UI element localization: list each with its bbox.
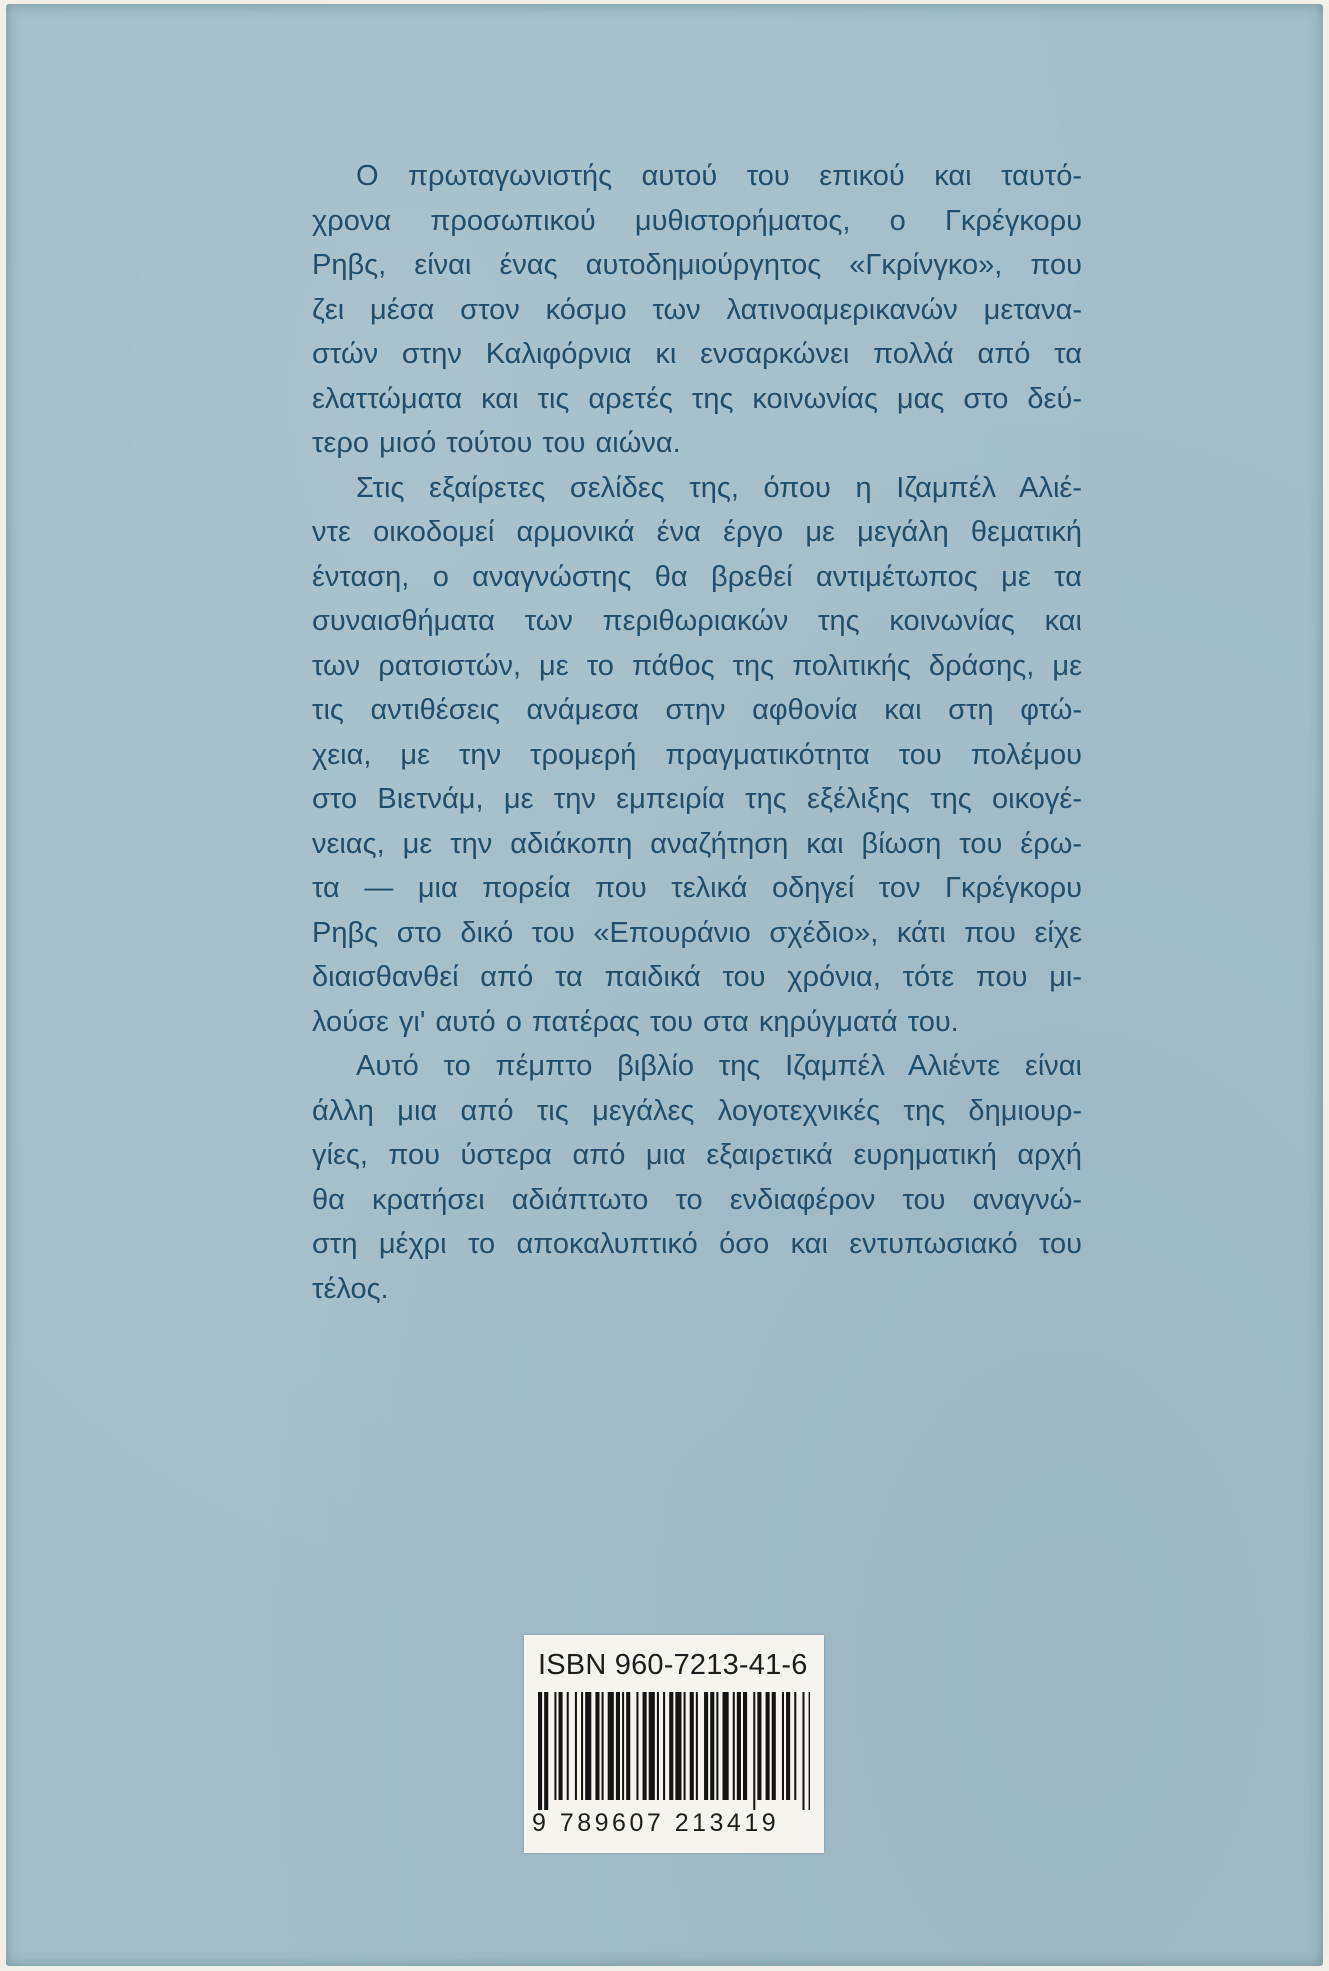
isbn-number: ISBN 960-7213-41-6 bbox=[538, 1649, 808, 1681]
barcode-icon bbox=[538, 1692, 810, 1810]
blurb-line: ντε οικοδομεί αρμονικά ένα έργο με μεγάλη θεματική bbox=[312, 516, 1082, 548]
blurb-line: θα κρατήσει αδιάπτωτο το ενδιαφέρον του αναγνώ- bbox=[312, 1183, 1082, 1216]
blurb-line: Ο πρωταγωνιστής αυτού του επικού και ταυτό- bbox=[356, 160, 1082, 192]
blurb-line: Στις εξαίρετες σελίδες της, όπου η Ιζαμπέλ Αλιέ- bbox=[356, 471, 1082, 504]
barcode-label bbox=[524, 1635, 824, 1853]
blurb-line: Ρηβς στο δικό του «Επουράνιο σχέδιο», κάτι που είχε bbox=[312, 916, 1082, 949]
blurb-line: Ρηβς, είναι ένας αυτοδημιούργητος «Γκρίνγκο», που bbox=[312, 249, 1082, 281]
blurb-line: στη μέχρι το αποκαλυπτικό όσο και εντυπωσιακό του bbox=[312, 1228, 1082, 1260]
blurb-line: τις αντιθέσεις ανάμεσα στην αφθονία και στη φτώ- bbox=[312, 694, 1082, 726]
blurb-line: Αυτό το πέμπτο βιβλίο της Ιζαμπέλ Αλιέντε είναι bbox=[356, 1050, 1082, 1082]
blurb-paragraph-2 bbox=[312, 466, 1082, 1045]
blurb-line: ζει μέσα στον κόσμο των λατινοαμερικανών μετανα- bbox=[312, 293, 1082, 326]
blurb-line: χεια, με την τρομερή πραγματικότητα του πολέμου bbox=[312, 738, 1082, 771]
blurb-line: ελαττώματα και τις αρετές της κοινωνίας μας στο δεύ- bbox=[312, 382, 1082, 415]
blurb-line: τερο μισό τούτου του αιώνα. bbox=[312, 427, 681, 459]
blurb-line: γίες, που ύστερα από μια εξαιρετικά ευρηματική αρχή bbox=[312, 1139, 1082, 1171]
blurb-line: ένταση, ο αναγνώστης θα βρεθεί αντιμέτωπος με τα bbox=[312, 560, 1082, 593]
blurb-line: στών στην Καλιφόρνια κι ενσαρκώνει πολλά από τα bbox=[312, 338, 1082, 370]
blurb-text bbox=[312, 154, 1082, 1311]
blurb-line: των ρατσιστών, με το πάθος της πολιτικής δράσης, με bbox=[312, 649, 1082, 682]
blurb-line: νειας, με την αδιάκοπη αναζήτηση και βίωση του έρω- bbox=[312, 827, 1082, 860]
blurb-line: διαισθανθεί από τα παιδικά του χρόνια, τότε που μι- bbox=[312, 961, 1082, 993]
blurb-paragraph-3 bbox=[312, 1044, 1082, 1311]
blurb-line: λούσε γι' αυτό ο πατέρας του στα κηρύγματά του. bbox=[312, 1005, 959, 1038]
blurb-line: συναισθήματα των περιθωριακών της κοινωνίας και bbox=[312, 605, 1082, 637]
blurb-line: στο Βιετνάμ, με την εμπειρία της εξέλιξης της οικογέ- bbox=[312, 783, 1082, 815]
blurb-line: άλλη μια από τις μεγάλες λογοτεχνικές της δημιουρ- bbox=[312, 1094, 1082, 1127]
blurb-paragraph-1 bbox=[312, 154, 1082, 466]
blurb-line: τέλος. bbox=[312, 1272, 389, 1305]
blurb-line: χρονα προσωπικού μυθιστορήματος, ο Γκρέγκορυ bbox=[312, 204, 1082, 237]
ean-number: 9 789607 213419 bbox=[532, 1809, 780, 1837]
back-cover bbox=[6, 4, 1323, 1966]
blurb-line: τα — μια πορεία που τελικά οδηγεί τον Γκρέγκορυ bbox=[312, 872, 1082, 904]
